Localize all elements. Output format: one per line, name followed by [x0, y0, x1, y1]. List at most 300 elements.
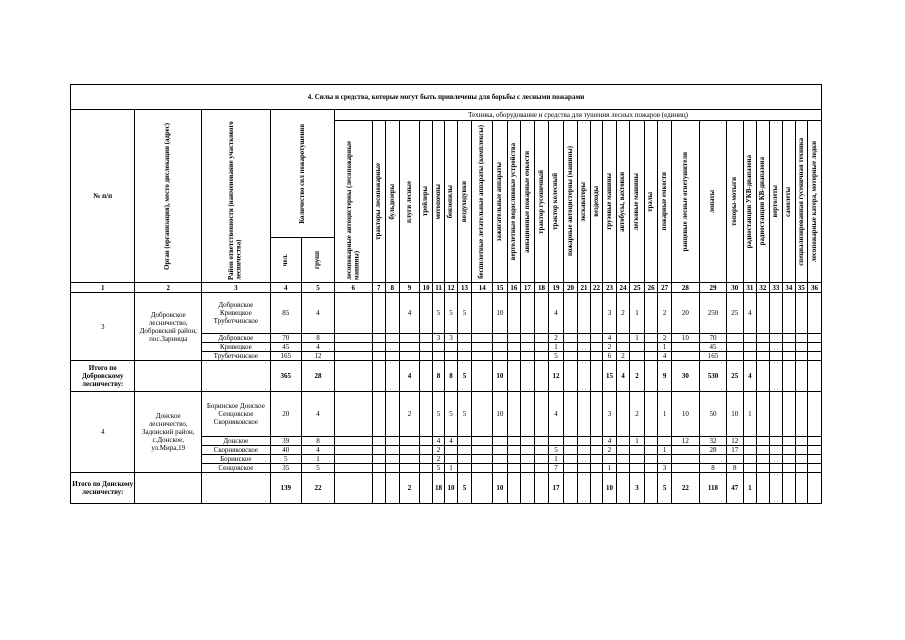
value-cell [603, 455, 617, 464]
column-number: 16 [507, 283, 521, 293]
value-cell: 8 [432, 361, 444, 392]
value-cell [757, 455, 769, 464]
value-cell [590, 343, 602, 352]
value-cell: 25 [726, 293, 743, 334]
value-cell [472, 334, 493, 343]
value-cell [335, 455, 372, 464]
header-eq-col [521, 121, 535, 283]
value-cell [563, 473, 578, 504]
column-number: 13 [457, 283, 472, 293]
value-cell [534, 392, 549, 437]
header-people-wrap [271, 238, 301, 282]
value-cell [644, 334, 658, 343]
value-cell [507, 392, 521, 437]
value-cell [783, 352, 795, 361]
header-eq-col-wrap [808, 122, 821, 282]
value-cell: 5 [549, 352, 564, 361]
header-eq-col-wrap [578, 122, 589, 282]
column-number: 27 [658, 283, 672, 293]
value-cell [372, 334, 386, 343]
column-number: 3 [202, 283, 271, 293]
column-number: 21 [578, 283, 590, 293]
header-eq-col-wrap [783, 122, 794, 282]
value-cell [372, 473, 386, 504]
header-eq-col-text: мотопомпы [434, 183, 442, 220]
value-cell [472, 352, 493, 361]
value-cell [808, 352, 822, 361]
value-cell: 5 [432, 293, 444, 334]
header-groups [301, 238, 334, 283]
column-number: 1 [71, 283, 135, 293]
header-eq-col-text: плуги лесные [405, 180, 413, 223]
value-cell [795, 334, 807, 343]
value-cell [671, 343, 699, 352]
header-eq-col-wrap [433, 122, 444, 282]
value-cell: 8 [445, 361, 457, 392]
column-number: 24 [616, 283, 630, 293]
value-cell [644, 392, 658, 437]
value-cell: 1 [658, 343, 672, 352]
header-district-text: Район ответственности (наименование участкового лесничества) [228, 121, 243, 280]
header-eq-col-wrap [658, 122, 671, 282]
value-cell [534, 343, 549, 352]
value-cell [616, 473, 630, 504]
value-cell [493, 352, 508, 361]
people-count: 165 [270, 352, 301, 361]
column-number: 6 [335, 283, 372, 293]
header-eq-col-text: зажигательные аппараты [496, 161, 504, 242]
header-groups-text: групп [314, 250, 322, 269]
value-cell [644, 293, 658, 334]
value-cell [757, 392, 769, 437]
header-row-1 [71, 110, 822, 121]
value-cell: 18 [432, 473, 444, 504]
header-eq-col-text: топоры-мотыги [731, 177, 739, 226]
header-eq-col-wrap [591, 122, 602, 282]
value-cell [372, 293, 386, 334]
column-number: 8 [386, 283, 400, 293]
people-count: 45 [270, 343, 301, 352]
value-cell [472, 464, 493, 473]
value-cell [399, 464, 420, 473]
district: Кривецкое [202, 343, 271, 352]
value-cell [769, 293, 783, 334]
header-eq-col [769, 121, 783, 283]
value-cell [630, 352, 645, 361]
header-eq-col [808, 121, 822, 283]
value-cell [521, 361, 535, 392]
value-cell: 4 [603, 437, 617, 446]
value-cell [335, 437, 372, 446]
value-cell [795, 352, 807, 361]
column-number: 29 [699, 283, 726, 293]
column-number: 33 [769, 283, 783, 293]
header-eq-col-wrap [672, 122, 699, 282]
header-eq-col [603, 121, 617, 283]
value-cell: 1 [549, 455, 564, 464]
header-eq-col [590, 121, 602, 283]
value-cell [757, 352, 769, 361]
value-cell [472, 446, 493, 455]
value-cell [578, 334, 590, 343]
value-cell [743, 343, 757, 352]
value-cell [808, 392, 822, 437]
value-cell: 10 [671, 392, 699, 437]
value-cell [386, 343, 400, 352]
value-cell: 4 [603, 334, 617, 343]
value-cell [563, 343, 578, 352]
header-eq-col [658, 121, 672, 283]
column-number: 22 [590, 283, 602, 293]
header-eq-col [493, 121, 508, 283]
people-count: 20 [270, 392, 301, 437]
header-eq-col-text: лесопожарные автоцистерны (лесопожарные машины) [345, 140, 361, 280]
value-cell [743, 352, 757, 361]
header-eq-col-wrap [521, 122, 534, 282]
header-people-text: чел. [281, 253, 289, 267]
header-forces-wrap [271, 111, 334, 237]
groups-count: 4 [301, 293, 334, 334]
column-number: 26 [644, 283, 658, 293]
value-cell [808, 446, 822, 455]
table-row [71, 293, 822, 334]
header-eq-col [699, 121, 726, 283]
value-cell [590, 352, 602, 361]
value-cell [521, 392, 535, 437]
value-cell: 2 [399, 473, 420, 504]
header-eq-col [420, 121, 432, 283]
header-eq-col-text: специализированная гусеничная техника [797, 137, 805, 266]
value-cell [658, 455, 672, 464]
value-cell [783, 293, 795, 334]
value-cell [769, 455, 783, 464]
value-cell: 45 [699, 343, 726, 352]
org-address: Добровское лесничество, Добровский район, пос.Зарницы [135, 293, 202, 361]
value-cell: 6 [603, 352, 617, 361]
header-num: № п/п [71, 110, 135, 283]
value-cell [386, 334, 400, 343]
value-cell: 4 [445, 437, 457, 446]
table-row [71, 392, 822, 437]
value-cell: 1 [445, 464, 457, 473]
value-cell [493, 455, 508, 464]
value-cell [420, 352, 432, 361]
header-eq-col [630, 121, 645, 283]
value-cell [795, 293, 807, 334]
value-cell [578, 455, 590, 464]
value-cell [769, 464, 783, 473]
value-cell [493, 464, 508, 473]
value-cell [808, 473, 822, 504]
value-cell [493, 437, 508, 446]
value-cell [521, 343, 535, 352]
value-cell: 12 [549, 361, 564, 392]
column-number: 9 [399, 283, 420, 293]
value-cell [507, 473, 521, 504]
value-cell [563, 293, 578, 334]
header-eq-col-wrap [445, 122, 456, 282]
value-cell [743, 437, 757, 446]
value-cell [671, 455, 699, 464]
value-cell [630, 464, 645, 473]
header-eq-col-text: лесопожарные катера, моторные лодки [810, 141, 818, 262]
column-number: 35 [795, 283, 807, 293]
district: Добровское [202, 334, 271, 343]
value-cell: 118 [699, 473, 726, 504]
value-cell [457, 455, 472, 464]
value-cell [372, 343, 386, 352]
value-cell [420, 334, 432, 343]
groups-count: 5 [301, 464, 334, 473]
header-eq-col-wrap [603, 122, 616, 282]
value-cell: 4 [399, 361, 420, 392]
people-count: 5 [270, 455, 301, 464]
value-cell [795, 464, 807, 473]
value-cell [386, 352, 400, 361]
value-cell [808, 361, 822, 392]
header-eq-col [386, 121, 400, 283]
header-eq-col-wrap [727, 122, 743, 282]
value-cell [507, 455, 521, 464]
column-number: 10 [420, 283, 432, 293]
header-eq-col [445, 121, 457, 283]
people-count: 35 [270, 464, 301, 473]
header-eq-col-wrap [335, 122, 371, 282]
value-cell [445, 343, 457, 352]
value-cell [420, 446, 432, 455]
groups-count: 4 [301, 392, 334, 437]
header-eq-col-text: пожарные емкости [660, 172, 668, 231]
value-cell [507, 352, 521, 361]
header-eq-col-text: вертолетные водосливные устройства [510, 142, 518, 261]
value-cell [521, 464, 535, 473]
header-eq-col [335, 121, 372, 283]
value-cell [808, 334, 822, 343]
value-cell [563, 437, 578, 446]
value-cell [399, 437, 420, 446]
value-cell: 20 [671, 293, 699, 334]
value-cell [335, 464, 372, 473]
value-cell [808, 437, 822, 446]
column-number: 15 [493, 283, 508, 293]
value-cell [534, 446, 549, 455]
total-row [71, 361, 822, 392]
value-cell: 50 [699, 392, 726, 437]
value-cell: 47 [726, 473, 743, 504]
value-cell [372, 392, 386, 437]
value-cell [671, 464, 699, 473]
value-cell: 15 [603, 361, 617, 392]
value-cell [769, 334, 783, 343]
value-cell [783, 464, 795, 473]
org-address: Донское лесничество, Задонский район, с.Донское, ул.Мира,19 [135, 392, 202, 473]
value-cell [795, 392, 807, 437]
value-cell [590, 446, 602, 455]
header-eq-col [372, 121, 386, 283]
value-cell [457, 437, 472, 446]
value-cell [743, 334, 757, 343]
value-cell [472, 361, 493, 392]
value-cell: 10 [493, 392, 508, 437]
value-cell [578, 473, 590, 504]
header-eq-col-wrap [645, 122, 658, 282]
groups-count: 1 [301, 455, 334, 464]
value-cell [457, 352, 472, 361]
header-eq-col [783, 121, 795, 283]
value-cell [399, 334, 420, 343]
header-eq-col-text: самолеты [785, 186, 793, 217]
value-cell [808, 464, 822, 473]
value-cell: 3 [603, 392, 617, 437]
value-cell [783, 473, 795, 504]
value-cell [590, 437, 602, 446]
value-cell [757, 343, 769, 352]
row-number: 4 [71, 392, 135, 473]
value-cell [420, 473, 432, 504]
value-cell [534, 334, 549, 343]
value-cell: 5 [658, 473, 672, 504]
value-cell [578, 464, 590, 473]
forces-table [70, 84, 822, 504]
value-cell [507, 343, 521, 352]
header-eq-col [578, 121, 590, 283]
value-cell [808, 293, 822, 334]
header-eq-col-wrap [549, 122, 563, 282]
value-cell [644, 343, 658, 352]
value-cell [590, 293, 602, 334]
header-eq-col-wrap [770, 122, 783, 282]
value-cell: 1 [630, 293, 645, 334]
value-cell [472, 392, 493, 437]
value-cell: 4 [743, 293, 757, 334]
value-cell: 1 [630, 334, 645, 343]
header-eq-col-text: вездеходы [592, 186, 600, 217]
header-eq-col-text: радиостанции УКВ-диапазона [746, 154, 754, 249]
value-cell [563, 446, 578, 455]
row-number: 3 [71, 293, 135, 361]
value-cell [372, 446, 386, 455]
value-cell: 10 [445, 473, 457, 504]
value-cell: 10 [671, 334, 699, 343]
value-cell [563, 361, 578, 392]
header-eq-col-text: трактор гусеничный [537, 169, 545, 234]
header-eq-col [726, 121, 743, 283]
value-cell: 4 [658, 352, 672, 361]
value-cell: 12 [726, 437, 743, 446]
value-cell: 4 [549, 392, 564, 437]
value-cell: 2 [603, 446, 617, 455]
value-cell: 5 [457, 361, 472, 392]
value-cell [335, 343, 372, 352]
value-cell [386, 392, 400, 437]
header-eq-col-text: автобусы, вахтовки [619, 171, 627, 232]
value-cell [534, 361, 549, 392]
value-cell: 12 [671, 437, 699, 446]
value-cell [769, 437, 783, 446]
value-cell: 2 [616, 352, 630, 361]
value-cell [808, 455, 822, 464]
header-forces [270, 110, 334, 238]
value-cell [578, 293, 590, 334]
header-eq-col [563, 121, 578, 283]
value-cell [726, 334, 743, 343]
value-cell [795, 473, 807, 504]
value-cell [386, 293, 400, 334]
value-cell [757, 293, 769, 334]
value-cell [372, 455, 386, 464]
value-cell: 2 [432, 455, 444, 464]
header-district-wrap [202, 110, 270, 282]
empty-cell [202, 473, 271, 504]
total-label: Итого по Добровскому лесничеству: [71, 361, 135, 392]
value-cell: 1 [658, 446, 672, 455]
header-eq-col-wrap [508, 122, 521, 282]
header-eq-col-text: тралы [647, 191, 655, 212]
header-eq-col-text: пожарные автоцистерны (машины) [566, 146, 574, 257]
value-cell [521, 446, 535, 455]
value-cell [795, 343, 807, 352]
value-cell [757, 464, 769, 473]
value-cell [420, 437, 432, 446]
value-cell [769, 343, 783, 352]
value-cell: 4 [432, 437, 444, 446]
value-cell [386, 464, 400, 473]
people-count: 70 [270, 334, 301, 343]
value-cell [493, 446, 508, 455]
value-cell: 22 [671, 473, 699, 504]
value-cell [590, 455, 602, 464]
value-cell [372, 464, 386, 473]
value-cell [578, 392, 590, 437]
value-cell [335, 361, 372, 392]
column-number: 5 [301, 283, 334, 293]
value-cell [335, 334, 372, 343]
header-eq-col-text: грузовые машины [605, 173, 613, 230]
header-eq-col-wrap [630, 122, 644, 282]
value-cell [335, 352, 372, 361]
empty-cell [202, 361, 271, 392]
column-number: 2 [135, 283, 202, 293]
value-cell [372, 361, 386, 392]
value-cell [457, 343, 472, 352]
value-cell [578, 446, 590, 455]
value-cell [472, 293, 493, 334]
column-number: 31 [743, 283, 757, 293]
column-number: 11 [432, 283, 444, 293]
header-eq-col [549, 121, 564, 283]
value-cell: 250 [699, 293, 726, 334]
groups-count: 8 [301, 334, 334, 343]
header-eq-col [534, 121, 549, 283]
value-cell [757, 437, 769, 446]
table-title: 4. Силы и средства, которые могут быть привлечены для борьбы с лесными пожарами [71, 85, 822, 110]
column-number: 36 [808, 283, 822, 293]
value-cell: 2 [630, 361, 645, 392]
value-cell: 10 [493, 473, 508, 504]
value-cell: 4 [743, 361, 757, 392]
column-numbers-row [71, 283, 822, 293]
header-district [202, 110, 271, 283]
value-cell: 4 [616, 361, 630, 392]
value-cell [783, 343, 795, 352]
value-cell [616, 392, 630, 437]
value-cell [590, 464, 602, 473]
value-cell [578, 361, 590, 392]
header-forces-text: Количество сил пожаротушения [298, 123, 306, 224]
value-cell [783, 392, 795, 437]
value-cell [578, 343, 590, 352]
value-cell [563, 464, 578, 473]
